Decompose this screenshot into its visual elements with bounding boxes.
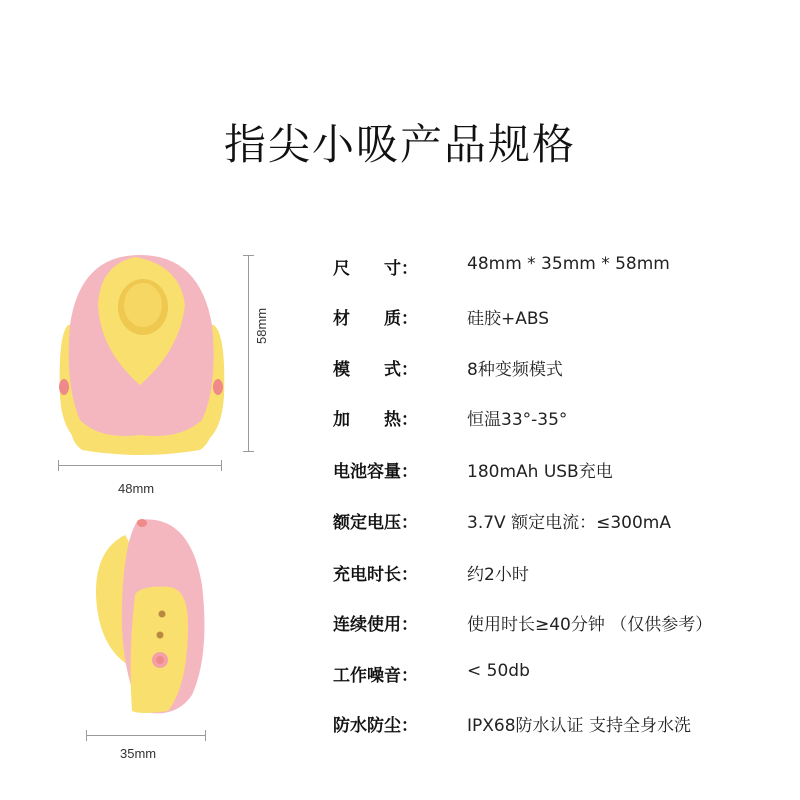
spec-label: 电池容量：	[333, 462, 418, 482]
spec-label: 连续使用：	[333, 615, 418, 635]
spec-value: 48mm * 35mm * 58mm	[467, 254, 670, 274]
spec-value: 8种变频模式	[467, 360, 563, 380]
spec-label: 模 式：	[333, 360, 418, 380]
width-dimension-label: 48mm	[118, 481, 155, 496]
product-front-view	[40, 245, 240, 470]
spec-value: 恒温33°-35°	[467, 410, 568, 430]
width-dimension-cap-right	[221, 460, 222, 471]
spec-label: 工作噪音：	[333, 666, 418, 686]
depth-dimension-cap-right	[205, 730, 206, 741]
spec-value: IPX68防水认证 支持全身水洗	[467, 716, 691, 736]
spec-value: 180mAh USB充电	[467, 462, 613, 482]
depth-dimension-cap-left	[86, 730, 87, 741]
spec-value: 硅胶+ABS	[467, 309, 550, 329]
spec-value: 使用时长≥40分钟 （仅供参考）	[467, 615, 713, 635]
page-title: 指尖小吸产品规格	[223, 120, 576, 169]
height-dimension-cap-top	[243, 255, 254, 256]
spec-label: 尺 寸：	[333, 259, 418, 279]
product-side-view	[80, 515, 230, 725]
spec-value: 约2小时	[467, 565, 529, 585]
depth-dimension-label: 35mm	[120, 746, 157, 761]
depth-dimension-line	[86, 735, 206, 736]
spec-label: 材 质：	[333, 309, 418, 329]
width-dimension-line	[58, 465, 222, 466]
spec-label: 加 热：	[333, 410, 418, 430]
spec-label: 防水防尘：	[333, 716, 418, 736]
spec-label: 充电时长：	[333, 565, 418, 585]
height-dimension-cap-bottom	[243, 451, 254, 452]
width-dimension-cap-left	[58, 460, 59, 471]
spec-label: 额定电压：	[333, 513, 418, 533]
spec-value: < 50db	[467, 661, 530, 681]
spec-value: 3.7V 额定电流：≤300mA	[467, 513, 671, 533]
height-dimension-label: 58mm	[254, 307, 269, 344]
height-dimension-line	[248, 255, 249, 451]
